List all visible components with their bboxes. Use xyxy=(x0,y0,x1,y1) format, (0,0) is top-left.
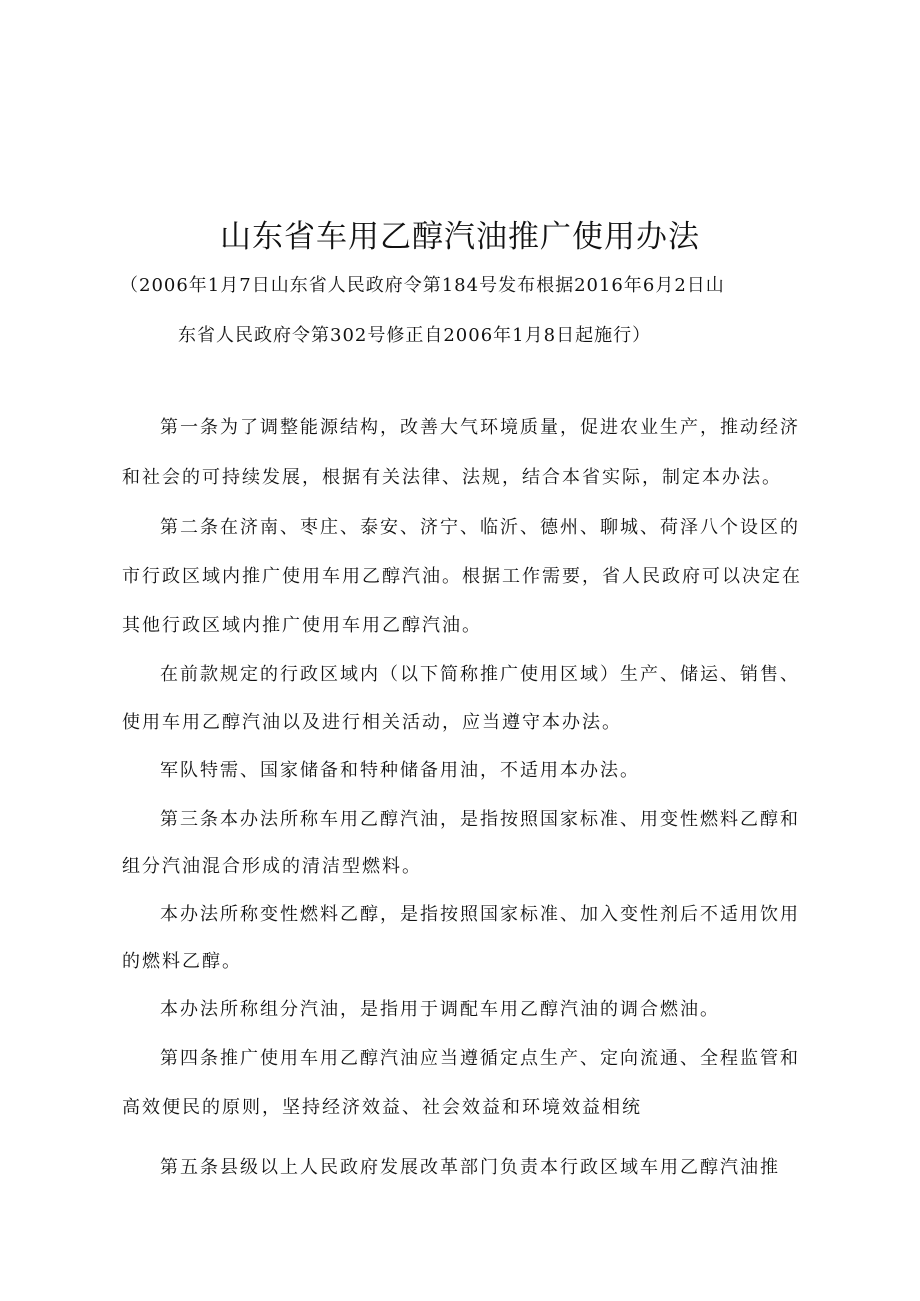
body-line: 在前款规定的行政区域内（以下简称推广使用区域）生产、储运、销售、 xyxy=(160,664,800,685)
body-line: 本办法所称组分汽油，是指用于调配车用乙醇汽油的调合燃油。 xyxy=(160,999,720,1020)
document-subtitle-line-2: 东省人民政府令第302号修正自2006年1月8日起施行） xyxy=(178,325,652,346)
body-line: 市行政区域内推广使用车用乙醇汽油。根据工作需要，省人民政府可以决定在 xyxy=(122,566,802,587)
document-title: 山东省车用乙醇汽油推广使用办法 xyxy=(220,219,700,255)
body-line: 使用车用乙醇汽油以及进行相关活动，应当遵守本办法。 xyxy=(122,712,622,733)
body-line: 第三条本办法所称车用乙醇汽油，是指按照国家标准、用变性燃料乙醇和 xyxy=(160,809,800,830)
body-line: 的燃料乙醇。 xyxy=(122,951,242,972)
body-line: 第二条在济南、枣庄、泰安、济宁、临沂、德州、聊城、荷泽八个设区的 xyxy=(160,517,800,538)
body-line: 第四条推广使用车用乙醇汽油应当遵循定点生产、定向流通、全程监管和 xyxy=(160,1048,800,1069)
body-line: 第一条为了调整能源结构，改善大气环境质量，促进农业生产，推动经济 xyxy=(160,417,800,438)
body-line: 军队特需、国家储备和特种储备用油，不适用本办法。 xyxy=(160,760,640,781)
body-line: 组分汽油混合形成的清洁型燃料。 xyxy=(122,856,422,877)
body-line: 其他行政区域内推广使用车用乙醇汽油。 xyxy=(122,615,482,636)
document-subtitle-line-1: （2006年1月7日山东省人民政府令第184号发布根据2016年6月2日山 xyxy=(120,275,725,296)
body-line: 和社会的可持续发展，根据有关法律、法规，结合本省实际，制定本办法。 xyxy=(122,467,782,488)
body-line: 高效便民的原则，坚持经济效益、社会效益和环境效益相统 xyxy=(122,1097,642,1118)
body-line: 第五条县级以上人民政府发展改革部门负责本行政区域车用乙醇汽油推 xyxy=(160,1157,780,1178)
body-line: 本办法所称变性燃料乙醇，是指按照国家标准、加入变性剂后不适用饮用 xyxy=(160,904,800,925)
